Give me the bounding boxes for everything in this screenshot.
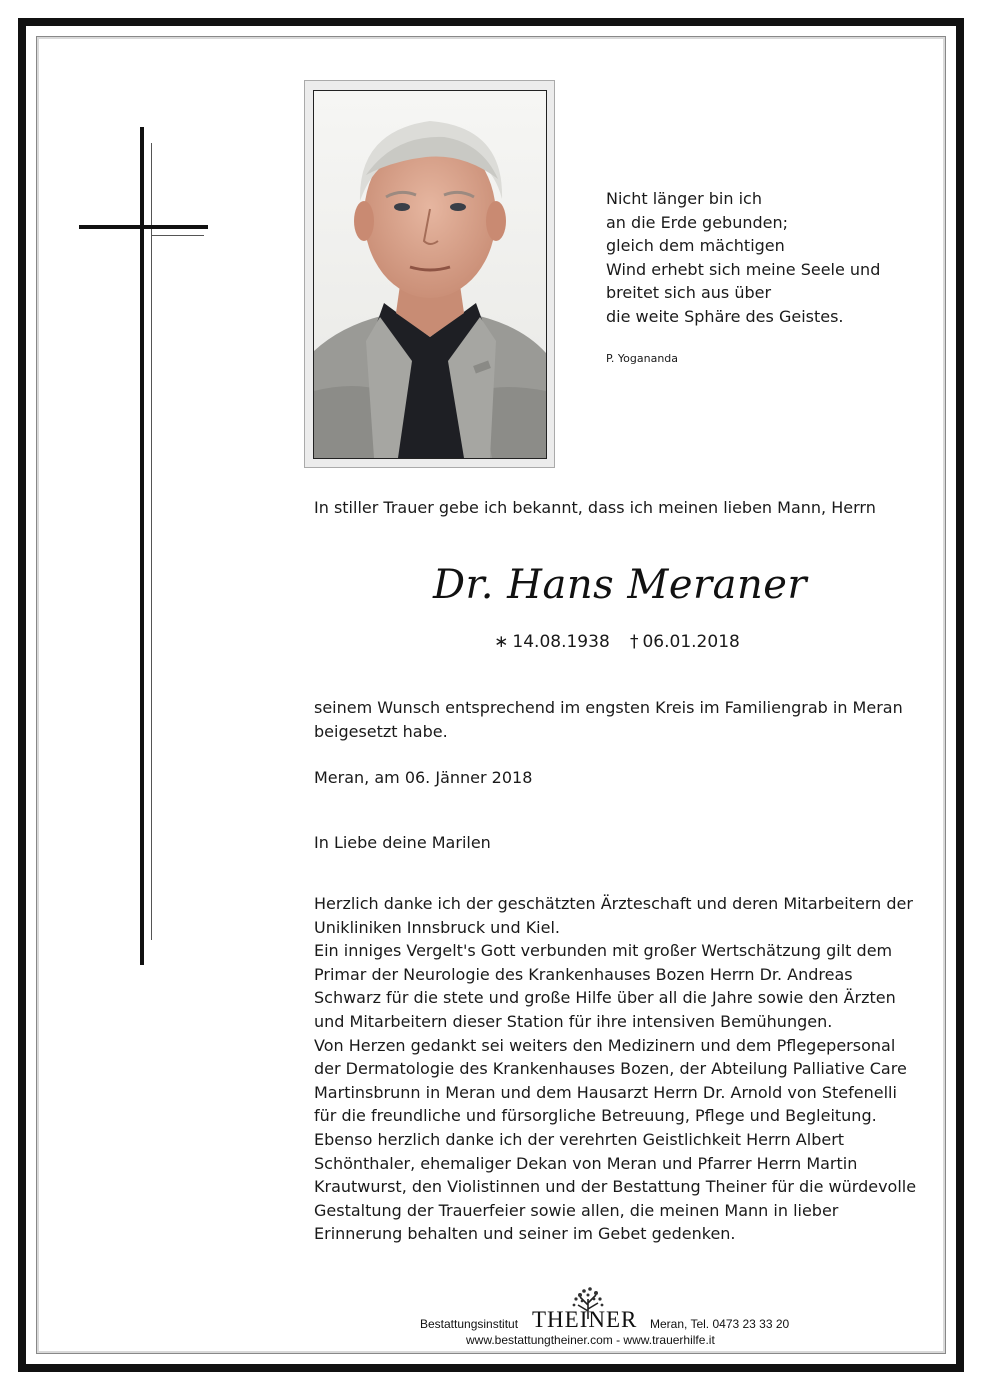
portrait-frame <box>304 80 555 468</box>
poem-line: die weite Sphäre des Geistes. <box>606 306 844 326</box>
footer-websites[interactable]: www.bestattungtheiner.com - www.trauerhilfe.it <box>466 1333 715 1347</box>
text-line: Unikliniken Innsbruck und Kiel. <box>314 917 560 937</box>
footer-row <box>400 1285 820 1331</box>
announcement-intro: In stiller Trauer gebe ich bekannt, dass ich meinen lieben Mann, Herrn <box>314 498 876 517</box>
poem-line: Wind erhebt sich meine Seele und <box>606 259 881 279</box>
text-line: Ebenso herzlich danke ich der verehrten Geistlichkeit Herrn Albert <box>314 1129 845 1149</box>
cross-vertical-shadow <box>151 143 152 940</box>
funeral-home-footer <box>400 1285 820 1347</box>
footer-label: Bestattungsinstitut <box>420 1317 519 1331</box>
text-line: Gestaltung der Trauerfeier sowie allen, die meinen Mann in lieber <box>314 1200 839 1220</box>
text-line: Krautwurst, den Violistinnen und der Bestattung Theiner für die würdevolle <box>314 1177 917 1197</box>
life-dates <box>314 632 920 652</box>
cross-horizontal-shadow <box>152 235 204 236</box>
cross-vertical-beam <box>140 127 144 965</box>
text-line: Erinnerung behalten und seiner im Gebet gedenken. <box>314 1224 736 1244</box>
text-line: seinem Wunsch entsprechend im engsten Kreis im Familiengrab in Meran <box>314 698 903 717</box>
death-date: 06.01.2018 <box>642 632 740 652</box>
portrait-illustration <box>314 91 546 458</box>
text-line: Martinsbrunn in Meran und dem Hausarzt Herrn Dr. Arnold von Stefenelli <box>314 1082 897 1102</box>
poem-line: breitet sich aus über <box>606 283 772 303</box>
birth-date: 14.08.1938 <box>512 632 610 652</box>
text-line: Schönthaler, ehemaliger Dekan von Meran und Pfarrer Herrn Martin <box>314 1153 858 1173</box>
deceased-name: Dr. Hans Meraner <box>432 562 808 608</box>
poem-author: P. Yogananda <box>606 352 679 365</box>
text-line: beigesetzt habe. <box>314 721 448 741</box>
text-line: In Liebe deine Marilen <box>314 833 491 852</box>
footer-phone: Meran, Tel. 0473 23 33 20 <box>650 1317 790 1331</box>
text-line: der Dermatologie des Krankenhauses Bozen, der Abteilung Palliative Care <box>314 1059 907 1079</box>
text-line: für die freundliche und fürsorgliche Betreuung, Pflege und Begleitung. <box>314 1106 877 1126</box>
text-line: Von Herzen gedankt sei weiters den Medizinern und dem Pflegepersonal <box>314 1035 896 1055</box>
text-line: Primar der Neurologie des Krankenhauses Bozen Herrn Dr. Andreas <box>314 964 853 984</box>
cross-horizontal-beam <box>79 225 208 229</box>
poem-line: gleich dem mächtigen <box>606 236 785 256</box>
text-line: Meran, am 06. Jänner 2018 <box>314 768 533 787</box>
birth-symbol-icon: ∗ <box>494 632 509 652</box>
text-line: Herzlich danke ich der geschätzten Ärzteschaft und deren Mitarbeitern der <box>314 894 913 913</box>
portrait-photo <box>313 90 547 459</box>
place-date <box>314 766 532 790</box>
thanks-paragraph <box>314 892 916 1246</box>
text-line: und Mitarbeitern dieser Station für ihre intensiven Bemühungen. <box>314 1011 833 1031</box>
poem <box>606 187 880 329</box>
death-symbol-icon: † <box>629 632 639 652</box>
text-line: Schwarz für die stete und große Hilfe über all die Jahre sowie den Ärzten <box>314 988 896 1008</box>
poem-line: Nicht länger bin ich <box>606 189 762 208</box>
burial-paragraph <box>314 696 903 743</box>
text-line: Ein inniges Vergelt's Gott verbunden mit großer Wertschätzung gilt dem <box>314 941 893 961</box>
signature-line <box>314 831 491 855</box>
poem-line: an die Erde gebunden; <box>606 212 789 232</box>
footer-brand: THEINER <box>532 1307 638 1332</box>
